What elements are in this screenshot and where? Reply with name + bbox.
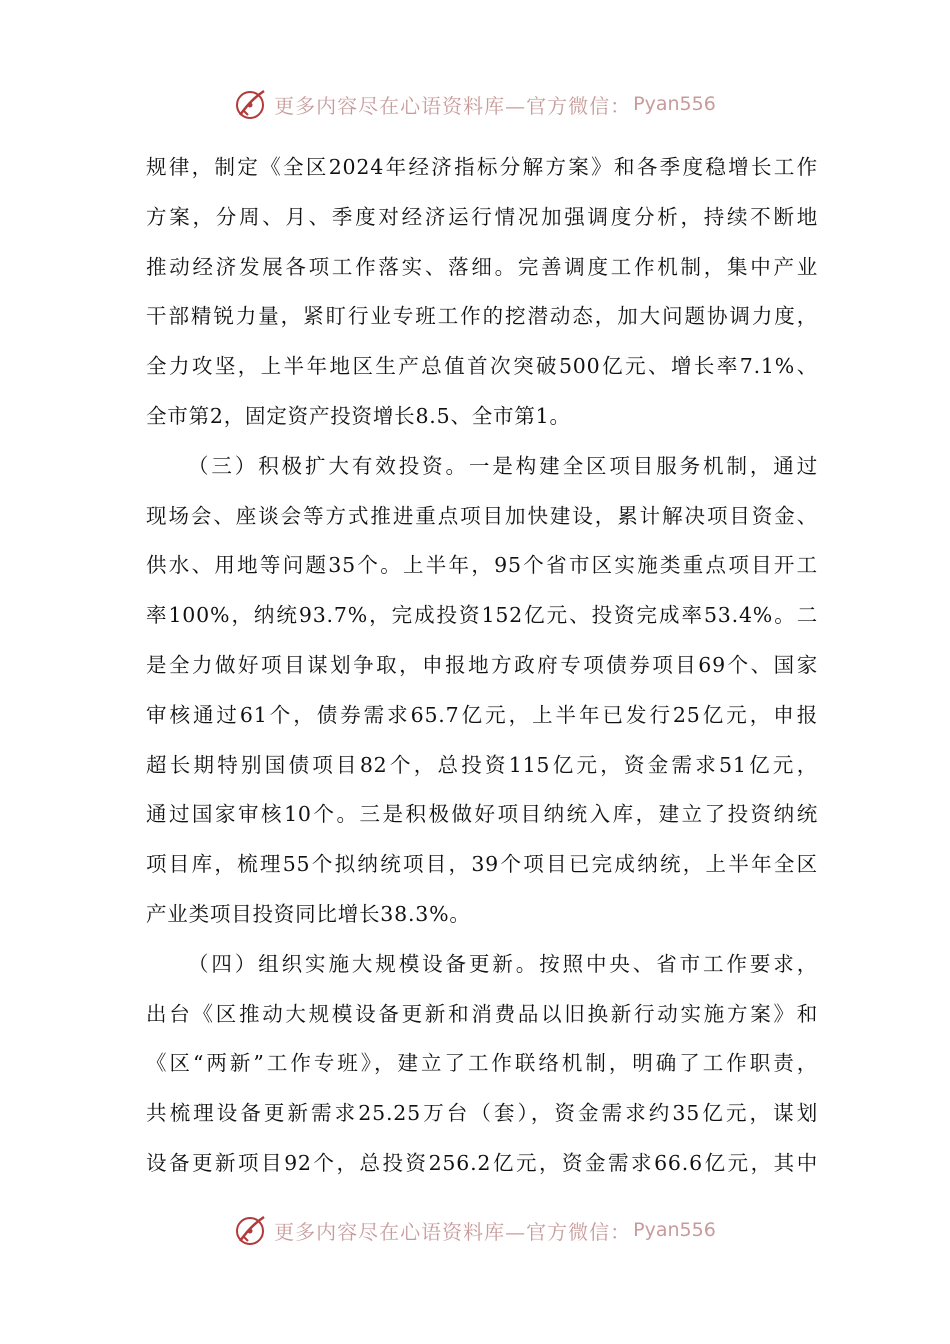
body-line: 率100%，纳统93.7%，完成投资152亿元、投资完成率53.4%。二	[146, 603, 818, 628]
document-body	[146, 143, 818, 1189]
footer-watermark	[0, 1208, 950, 1252]
body-line: 产业类项目投资同比增长38.3%。	[146, 901, 471, 926]
pen-circle-logo-icon	[234, 87, 268, 121]
watermark-wechat-id: Pyan556	[633, 93, 716, 115]
body-line: 干部精锐力量，紧盯行业专班工作的挖潜动态，加大问题协调力度，	[146, 304, 818, 329]
body-line: 规律，制定《全区2024年经济指标分解方案》和各季度稳增长工作	[146, 155, 818, 179]
body-line: 审核通过61个，债券需求65.7亿元，上半年已发行25亿元，申报	[146, 702, 818, 727]
body-line: （四）组织实施大规模设备更新。按照中央、省市工作要求，	[188, 951, 818, 976]
body-line: （三）积极扩大有效投资。一是构建全区项目服务机制，通过	[188, 453, 818, 478]
body-line: 是全力做好项目谋划争取，申报地方政府专项债券项目69个、国家	[146, 652, 818, 677]
header-watermark	[0, 82, 950, 126]
body-line: 超长期特别国债项目82个，总投资115亿元，资金需求51亿元，	[146, 752, 818, 777]
body-line: 全力攻坚，上半年地区生产总值首次突破500亿元、增长率7.1%、	[146, 354, 818, 379]
body-line: 设备更新项目92个，总投资256.2亿元，资金需求66.6亿元，其中	[146, 1150, 818, 1175]
watermark-text: 更多内容尽在心语资料库—官方微信：	[274, 1219, 632, 1244]
watermark-wechat-id: Pyan556	[633, 1219, 716, 1241]
body-line: 推动经济发展各项工作落实、落细。完善调度工作机制，集中产业	[146, 254, 818, 279]
body-line: 方案，分周、月、季度对经济运行情况加强调度分析，持续不断地	[146, 204, 818, 229]
watermark-text: 更多内容尽在心语资料库—官方微信：	[274, 93, 632, 118]
body-line: 通过国家审核10个。三是积极做好项目纳统入库，建立了投资纳统	[146, 802, 818, 827]
body-line: 项目库，梳理55个拟纳统项目，39个项目已完成纳统，上半年全区	[146, 852, 818, 877]
body-line: 供水、用地等问题35个。上半年，95个省市区实施类重点项目开工	[146, 553, 818, 578]
body-line: 《区“两新”工作专班》，建立了工作联络机制，明确了工作职责，	[146, 1051, 818, 1076]
body-line: 全市第2，固定资产投资增长8.5、全市第1。	[146, 403, 571, 428]
body-line: 出台《区推动大规模设备更新和消费品以旧换新行动实施方案》和	[146, 1001, 818, 1026]
body-line: 共梳理设备更新需求25.25万台（套），资金需求约35亿元，谋划	[146, 1101, 818, 1126]
pen-circle-logo-icon	[234, 1213, 268, 1247]
body-line: 现场会、座谈会等方式推进重点项目加快建设，累计解决项目资金、	[146, 503, 818, 528]
